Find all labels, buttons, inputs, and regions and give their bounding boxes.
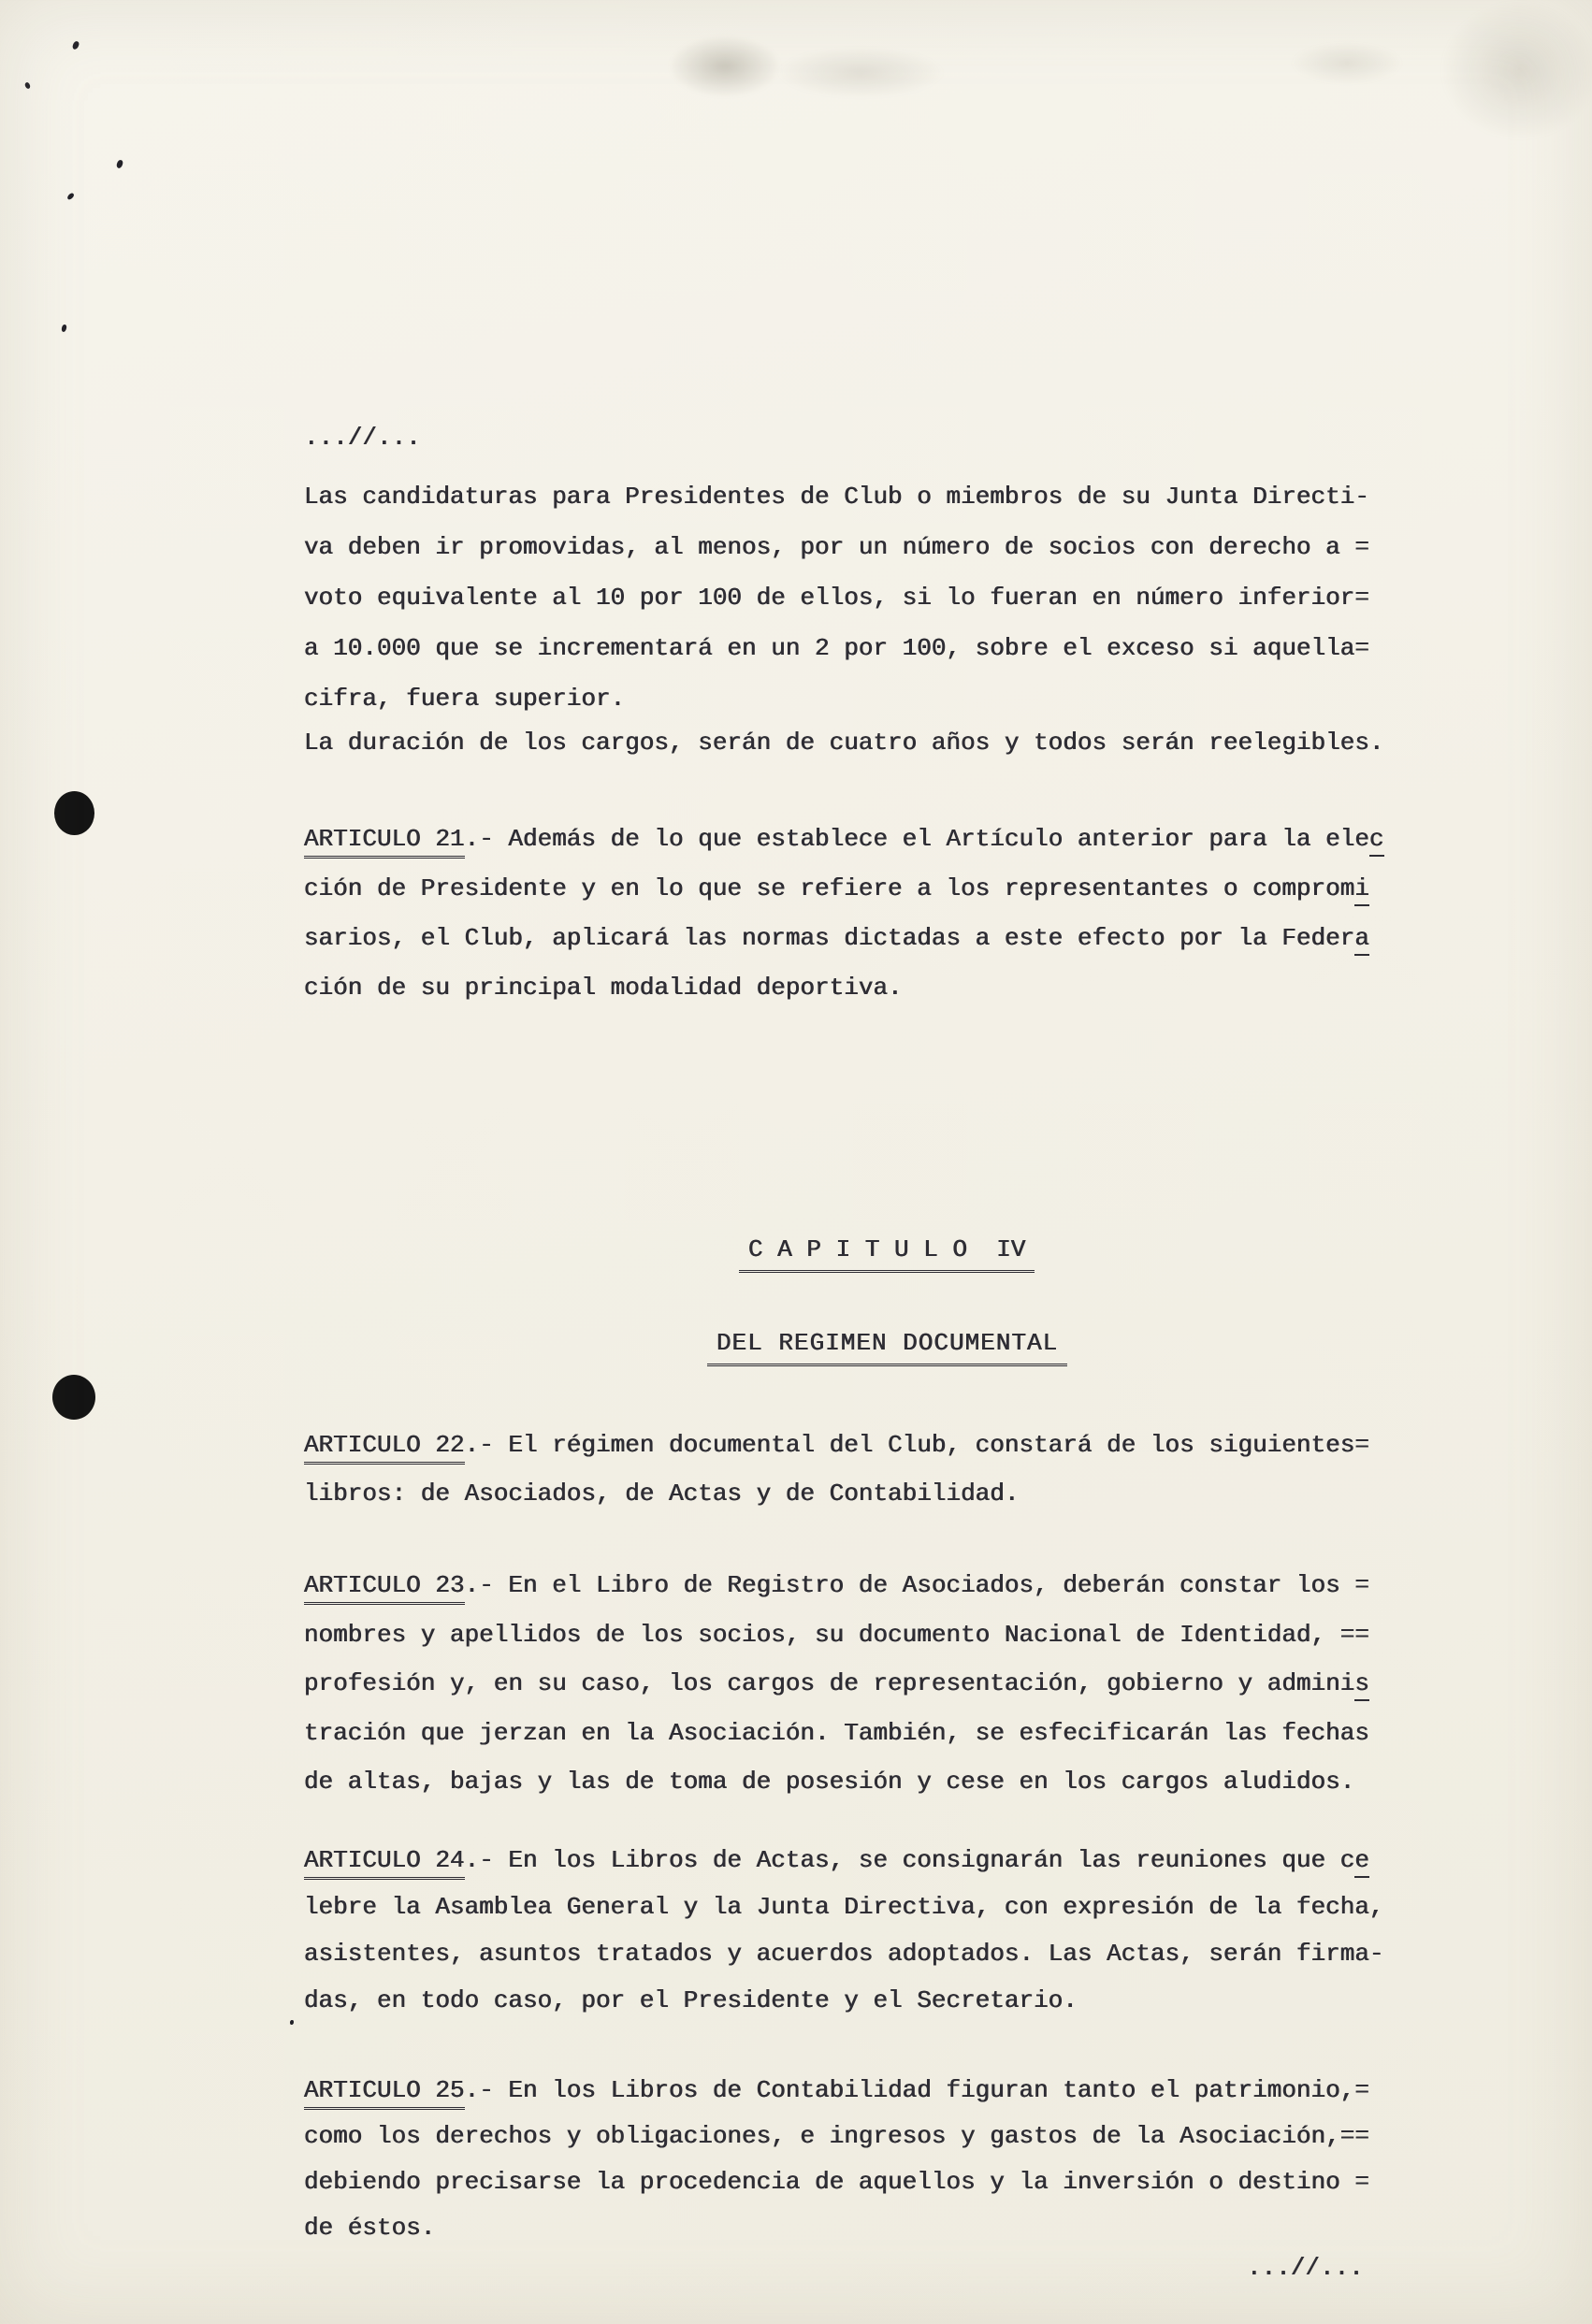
continuation-mark-top: ...//... [304, 424, 421, 452]
regimen-documental-heading: DEL REGIMEN DOCUMENTAL [707, 1324, 1067, 1362]
articulo-21-paragraph: ARTICULO 21.- Además de lo que establece el Artículo anterior para la elec ción de Presidente y en lo que se refiere a los representantes o compromi sarios, el Club, aplicará las normas dictadas a este efecto por la Federa ción de su principal modalidad deportiva. [304, 825, 1384, 1002]
scan-smudge [1440, 0, 1592, 140]
punch-hole-bottom [52, 1375, 95, 1420]
ink-speck [61, 325, 66, 333]
capitulo-iv-heading: C A P I T U L O IV [739, 1231, 1035, 1268]
ink-speck [66, 192, 75, 200]
continuation-mark-bottom: ...//... [1247, 2254, 1364, 2282]
ink-speck [290, 2020, 294, 2025]
ink-speck [72, 40, 80, 51]
ink-speck [24, 81, 32, 90]
articulo-22-paragraph: ARTICULO 22.- El régimen documental del Club, constará de los siguientes= libros: de Asociados, de Actas y de Contabilidad. [304, 1431, 1369, 1508]
ink-speck [116, 159, 123, 168]
articulo-24-paragraph: ARTICULO 24.- En los Libros de Actas, se consignarán las reuniones que ce lebre la Asamblea General y la Junta Directiva, con expresión de la fecha, asistentes, asuntos tratados y acuerdos adoptados. Las Actas, serán firma- das, en todo caso, por el Presidente y el Secretario. [304, 1846, 1384, 2014]
punch-hole-top [54, 791, 94, 835]
articulo-23-paragraph: ARTICULO 23.- En el Libro de Registro de Asociados, deberán constar los = nombres y apellidos de los socios, su documento Nacional de Identidad, == profesión y, en su caso, los cargos de representación, gobierno y adminis tración que jerzan en la Asociación. También, se esfecificarán las fechas de altas, bajas y las de toma de posesión y cese en los cargos aludidos. [304, 1571, 1369, 1796]
paragraph-duracion-cargos: La duración de los cargos, serán de cuatro años y todos serán reelegibles. [304, 729, 1384, 757]
scan-smudge [669, 36, 781, 97]
scan-smudge [1291, 42, 1403, 84]
paragraph-candidaturas: Las candidaturas para Presidentes de Club o miembros de su Junta Directi- va deben ir promovidas, al menos, por un número de socios con derecho a = voto equivalente al 10 por 100 de ellos, si lo fueran en número inferior= a 10.000 que se incrementará en un 2 por 100, sobre el exceso si aquella= cifra, fuera superior. [304, 483, 1369, 713]
articulo-25-paragraph: ARTICULO 25.- En los Libros de Contabilidad figuran tanto el patrimonio,= como los derechos y obligaciones, e ingresos y gastos de la Asociación,== debiendo precisarse la procedencia de aquellos y la inversión o destino = de éstos. [304, 2076, 1369, 2242]
scan-smudge [776, 47, 945, 98]
